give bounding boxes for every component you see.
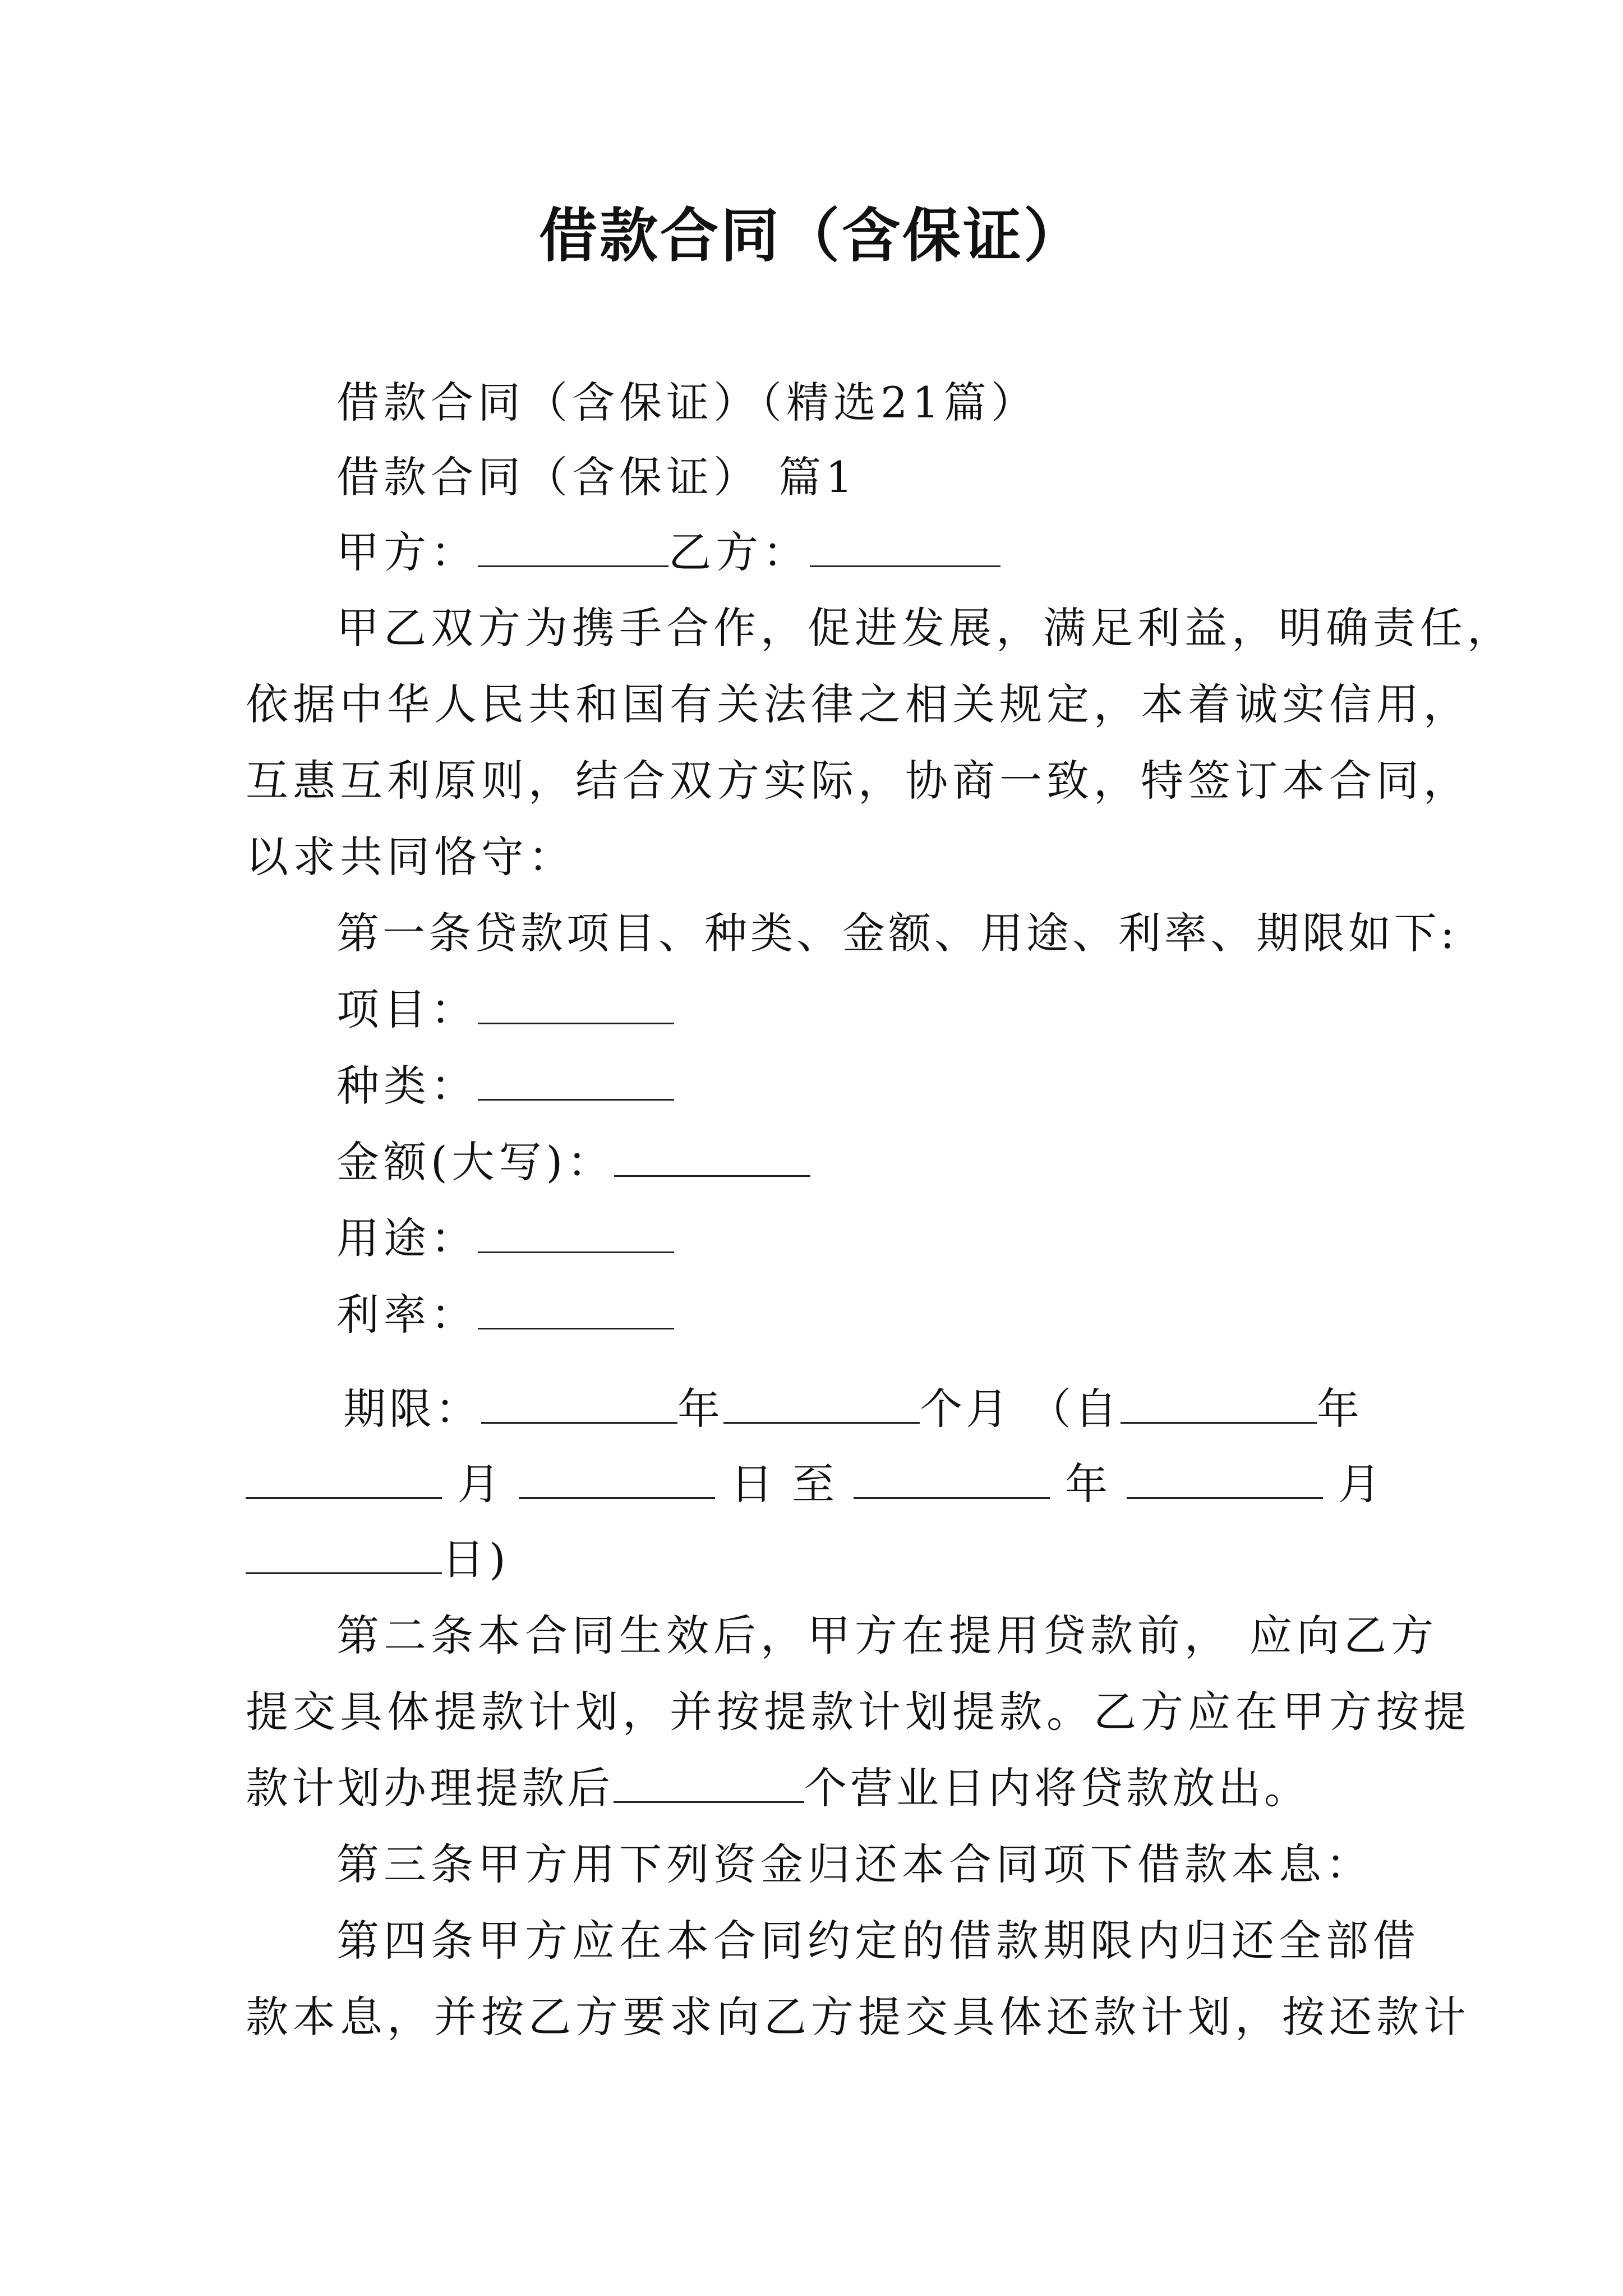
field-kind — [336, 1058, 674, 1114]
article-2-line-1: 第二条本合同生效后，甲方在提用贷款前， 应向乙方 — [336, 1611, 1438, 1660]
term-end-year-unit: 年 — [1065, 1459, 1111, 1509]
term-end-year-blank — [854, 1458, 1050, 1499]
term-from: （自 — [1029, 1384, 1121, 1434]
term-end-day-unit: 日) — [442, 1534, 510, 1584]
term-start-month-blank — [246, 1458, 442, 1499]
intro-line-4: 以求共同恪守： — [246, 832, 575, 882]
article-4-line-1: 第四条甲方应在本合同约定的借款期限内归还全部借 — [336, 1916, 1420, 1966]
article-2-line-3-post: 个营业日内将贷款放出。 — [804, 1763, 1310, 1813]
term-label: 期限： — [343, 1384, 481, 1434]
term-start-day-blank — [519, 1458, 715, 1499]
field-rate-blank — [478, 1289, 674, 1329]
party-b-label: 乙方： — [668, 527, 810, 577]
article-4-line-2: 款本息，并按乙方要求向乙方提交具体还款计划，按还款计 — [246, 1992, 1470, 2042]
term-start-year-unit: 年 — [1317, 1384, 1363, 1434]
term-start-month-unit: 月 — [457, 1459, 504, 1509]
field-amount-label: 金额(大写)： — [336, 1137, 615, 1187]
article-2-line-3-pre: 款计划办理提款后 — [246, 1763, 614, 1813]
term-year-unit: 年 — [677, 1384, 723, 1434]
field-rate — [336, 1287, 674, 1343]
article-3: 第三条甲方用下列资金归还本合同项下借款本息： — [336, 1839, 1373, 1889]
term-line-3 — [246, 1531, 510, 1588]
field-kind-blank — [478, 1060, 674, 1101]
section-heading: 借款合同（含保证） 篇1 — [336, 452, 857, 502]
term-months-unit: 个月 — [920, 1384, 1012, 1434]
article-2-line-2: 提交具体提款计划，并按提款计划提款。乙方应在甲方按提 — [246, 1687, 1470, 1737]
field-kind-label: 种类： — [336, 1061, 478, 1111]
term-line-2 — [246, 1456, 1384, 1512]
term-start-year-blank — [1121, 1383, 1317, 1424]
document-title: 借款合同（含保证） — [538, 201, 1084, 270]
article-2-line-3 — [246, 1760, 1310, 1816]
party-b-blank — [810, 526, 1000, 567]
field-purpose — [336, 1211, 674, 1267]
intro-line-1: 甲乙双方为携手合作，促进发展，满足利益，明确责任， — [336, 603, 1514, 653]
article-1: 第一条贷款项目、种类、金额、用途、利率、期限如下: — [336, 908, 1458, 958]
term-end-month-unit: 月 — [1338, 1459, 1384, 1509]
subtitle: 借款合同（含保证）（精选21篇） — [336, 378, 1038, 427]
term-years-blank — [481, 1383, 677, 1424]
intro-line-3: 互惠互利原则，结合双方实际，协商一致，特签订本合同， — [246, 756, 1470, 806]
term-end-month-blank — [1127, 1458, 1323, 1499]
term-end-day-blank — [246, 1533, 442, 1574]
field-amount-blank — [614, 1136, 810, 1177]
term-line-1 — [343, 1381, 1363, 1437]
field-purpose-label: 用途： — [336, 1213, 478, 1263]
article-2-days-blank — [614, 1762, 804, 1803]
field-item-label: 项目： — [336, 984, 478, 1034]
party-a-label: 甲方： — [336, 527, 478, 577]
parties-line — [336, 524, 1000, 581]
field-amount — [336, 1134, 810, 1190]
field-rate-label: 利率： — [336, 1290, 478, 1340]
field-item — [336, 982, 674, 1038]
term-start-day-unit: 日 — [730, 1459, 777, 1509]
party-a-blank — [478, 526, 668, 567]
field-item-blank — [478, 983, 674, 1024]
term-to: 至 — [792, 1459, 838, 1509]
term-months-blank — [723, 1383, 920, 1424]
intro-line-2: 依据中华人民共和国有关法律之相关规定，本着诚实信用， — [246, 679, 1470, 729]
field-purpose-blank — [478, 1212, 674, 1253]
